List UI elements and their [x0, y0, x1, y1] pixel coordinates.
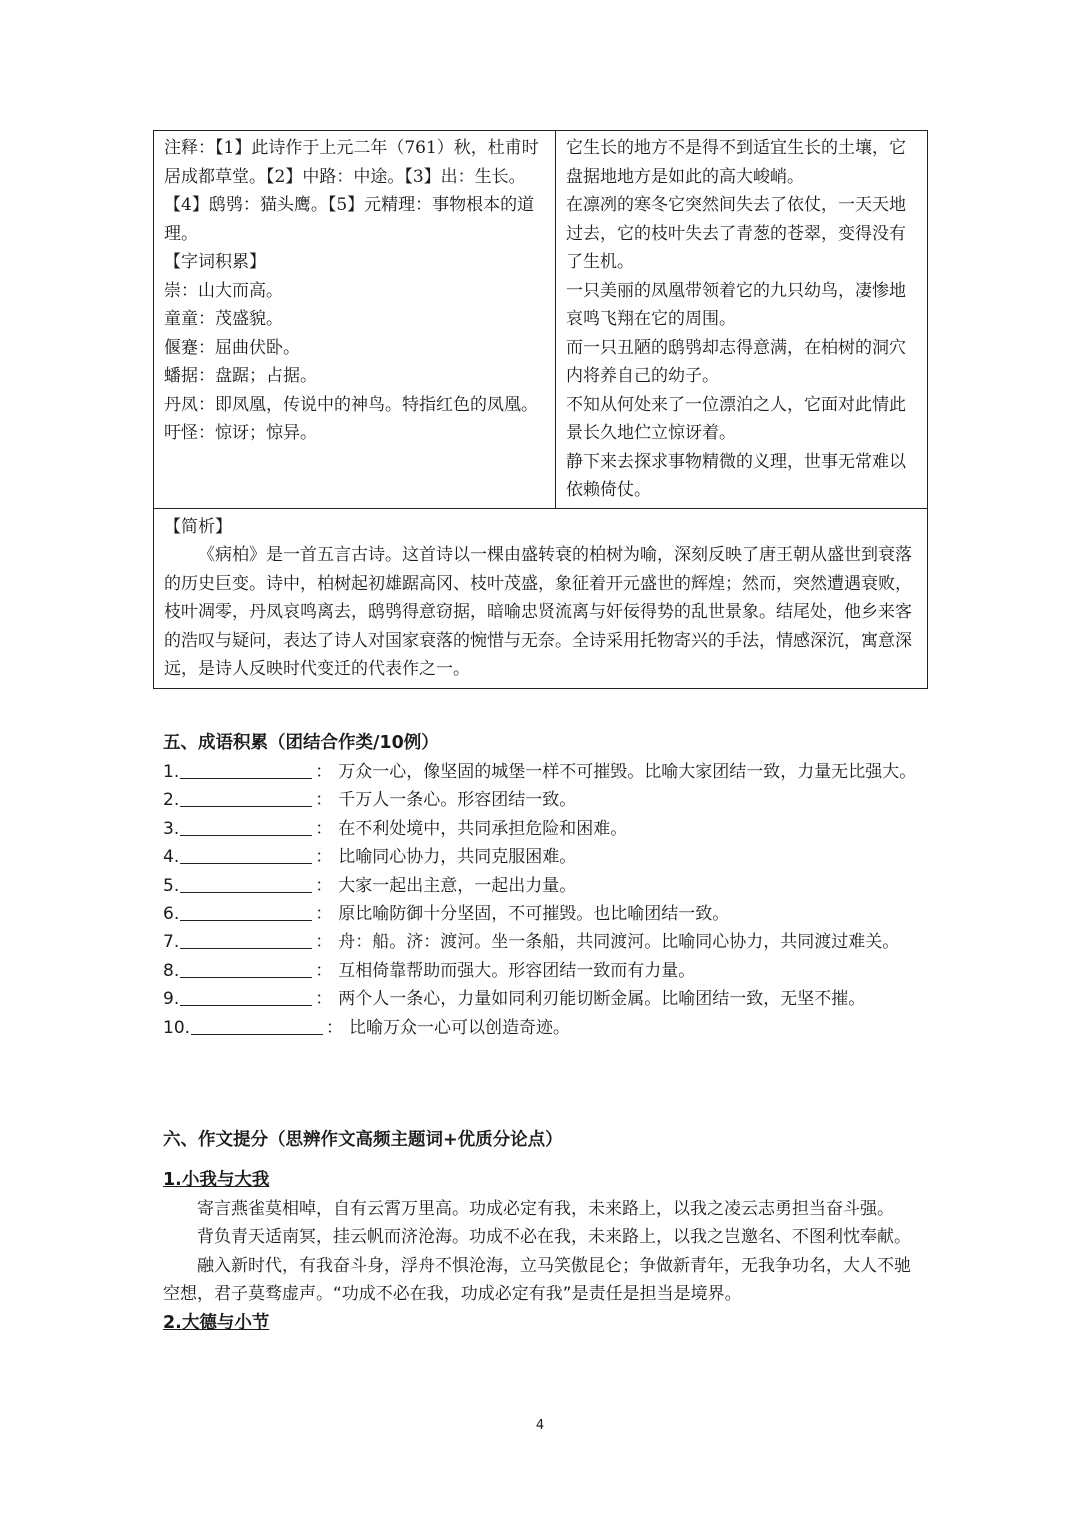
idiom-definition: 互相倚靠帮助而强大。形容团结一致而有力量。 [338, 960, 696, 981]
translation-line: 不知从何处来了一位漂泊之人，它面对此情此景长久地伫立惊讶着。 [566, 394, 906, 443]
vocab-item: 崇：山大而高。 [164, 280, 283, 301]
analysis-text: 《病柏》是一首五言古诗。这首诗以一棵由盛转衰的柏树为喻，深刻反映了唐王朝从盛世到衰落的历史巨变。诗中，柏树起初雄踞高冈、枝叶茂盛，象征着开元盛世的辉煌；然而，突然遭遇衰败，枝叶凋零，丹凤哀鸣离去，鸱鸮得意窃据，暗喻忠贤流离与奸佞得势的乱世景象。结尾处，他乡来客的浩叹与疑问，表达了诗人对国家衰落的惋惜与无奈。全诗采用托物寄兴的手法，情感深沉，寓意深远，是诗人反映时代变迁的代表作之一。 [164, 545, 912, 679]
answer-blank[interactable] [180, 846, 312, 864]
annotations-cell [154, 131, 556, 509]
answer-blank[interactable] [180, 789, 312, 807]
idiom-definition: 在不利处境中，共同承担危险和困难。 [338, 818, 628, 839]
vocab-item: 丹凤：即凤凰，传说中的神鸟。特指红色的凤凰。 [164, 394, 538, 415]
translation-line: 而一只丑陋的鸱鸮却志得意满，在柏树的洞穴内将养自己的幼子。 [566, 337, 906, 386]
vocab-item: 童童：茂盛貌。 [164, 309, 283, 329]
idiom-item [163, 843, 923, 871]
item-number: 1. [163, 762, 180, 782]
subtopic-title: 2.大德与小节 [163, 1312, 270, 1333]
idiom-item [163, 957, 923, 985]
idiom-item [163, 900, 923, 928]
item-number: 3. [163, 818, 180, 839]
translation-line: 一只美丽的凤凰带领着它的九只幼鸟，凄惨地哀鸣飞翔在它的周围。 [566, 280, 906, 329]
idiom-item [163, 928, 923, 956]
vocab-item: 吁怪：惊讶；惊异。 [164, 423, 317, 443]
colon: ： [315, 960, 333, 981]
translation-line: 在凛冽的寒冬它突然间失去了依仗，一天天地过去，它的枝叶失去了青葱的苍翠，变得没有了生机。 [566, 195, 906, 272]
idiom-definition: 比喻同心协力，共同克服困难。 [338, 847, 577, 868]
essay-paragraph: 融入新时代，有我奋斗身，浮舟不惧沧海，立马笑傲昆仑；争做新青年，无我争功名，大人不驰空想，君子莫骛虚声。“功成不必在我，功成必定有我”是责任是担当是境界。 [163, 1255, 911, 1304]
idiom-list [163, 758, 923, 1042]
idiom-item [163, 1014, 923, 1042]
page-number: 4 [535, 1418, 545, 1433]
idiom-item [163, 872, 923, 900]
translation-line: 静下来去探求事物精微的义理，世事无常难以依赖倚仗。 [566, 451, 906, 500]
colon: ： [315, 790, 333, 811]
idiom-item [163, 815, 923, 843]
vocab-item: 蟠据：盘踞；占据。 [164, 366, 317, 386]
colon: ： [315, 818, 333, 839]
answer-blank[interactable] [191, 1017, 323, 1035]
colon: ： [315, 762, 333, 782]
idiom-item [163, 786, 923, 814]
answer-blank[interactable] [180, 960, 312, 978]
answer-blank[interactable] [180, 761, 312, 779]
translation-line: 它生长的地方不是得不到适宜生长的土壤，它盘据地地方是如此的高大峻峭。 [566, 138, 906, 187]
idiom-definition: 比喻万众一心可以创造奇迹。 [349, 1017, 571, 1038]
answer-blank[interactable] [180, 818, 312, 836]
item-number: 2. [163, 790, 180, 811]
idiom-definition: 千万人一条心。形容团结一致。 [338, 790, 577, 811]
colon: ： [315, 904, 333, 925]
idiom-definition: 万众一心，像坚固的城堡一样不可摧毁。比喻大家团结一致，力量无比强大。 [338, 762, 917, 782]
item-number: 8. [163, 960, 180, 981]
vocab-item: 偃蹇：屈曲伏卧。 [164, 337, 300, 358]
essay-paragraph: 背负青天适南冥，挂云帆而济沧海。功成不必在我，未来路上，以我之岂邀名、不图利忱奉献。 [197, 1227, 911, 1247]
subtopic-title: 1.小我与大我 [163, 1170, 270, 1190]
essay-content [163, 1166, 923, 1337]
colon: ： [315, 932, 333, 953]
idiom-definition: 原比喻防御十分坚固，不可摧毁。也比喻团结一致。 [338, 904, 730, 925]
item-number: 9. [163, 989, 180, 1010]
annotation-notes: 注释：【1】此诗作于上元二年（761）秋，杜甫时居成都草堂。【2】中路：中途。【3】出：生长。【4】鸱鸮：猫头鹰。【5】元精理：事物根本的道理。 [164, 138, 539, 244]
essay-paragraph: 寄言燕雀莫相啅，自有云霄万里高。功成必定有我，未来路上，以我之凌云志勇担当奋斗强。 [197, 1198, 894, 1219]
colon: ： [315, 875, 333, 896]
idiom-definition: 两个人一条心，力量如同利刃能切断金属。比喻团结一致，无坚不摧。 [338, 989, 866, 1010]
answer-blank[interactable] [180, 875, 312, 893]
colon: ： [315, 847, 333, 868]
answer-blank[interactable] [180, 988, 312, 1006]
item-number: 5. [163, 875, 180, 896]
item-number: 6. [163, 904, 180, 925]
colon: ： [315, 989, 333, 1010]
idiom-item [163, 985, 923, 1013]
idiom-item [163, 758, 923, 786]
idioms-section-title: 五、成语积累（团结合作类/10例） [163, 733, 439, 753]
poem-notes-table [153, 130, 928, 689]
colon: ： [326, 1017, 344, 1038]
analysis-cell [154, 508, 928, 688]
answer-blank[interactable] [180, 931, 312, 949]
item-number: 7. [163, 932, 180, 953]
idiom-definition: 大家一起出主意，一起出力量。 [338, 875, 577, 896]
essay-section-title: 六、作文提分（思辨作文高频主题词+优质分论点） [163, 1130, 563, 1150]
answer-blank[interactable] [180, 903, 312, 921]
item-number: 10. [163, 1017, 191, 1038]
vocab-heading: 【字词积累】 [164, 252, 266, 272]
translation-cell [556, 131, 928, 509]
idiom-definition: 舟：船。济：渡河。坐一条船，共同渡河。比喻同心协力，共同渡过难关。 [338, 932, 900, 953]
analysis-heading: 【简析】 [164, 516, 232, 537]
item-number: 4. [163, 847, 180, 868]
